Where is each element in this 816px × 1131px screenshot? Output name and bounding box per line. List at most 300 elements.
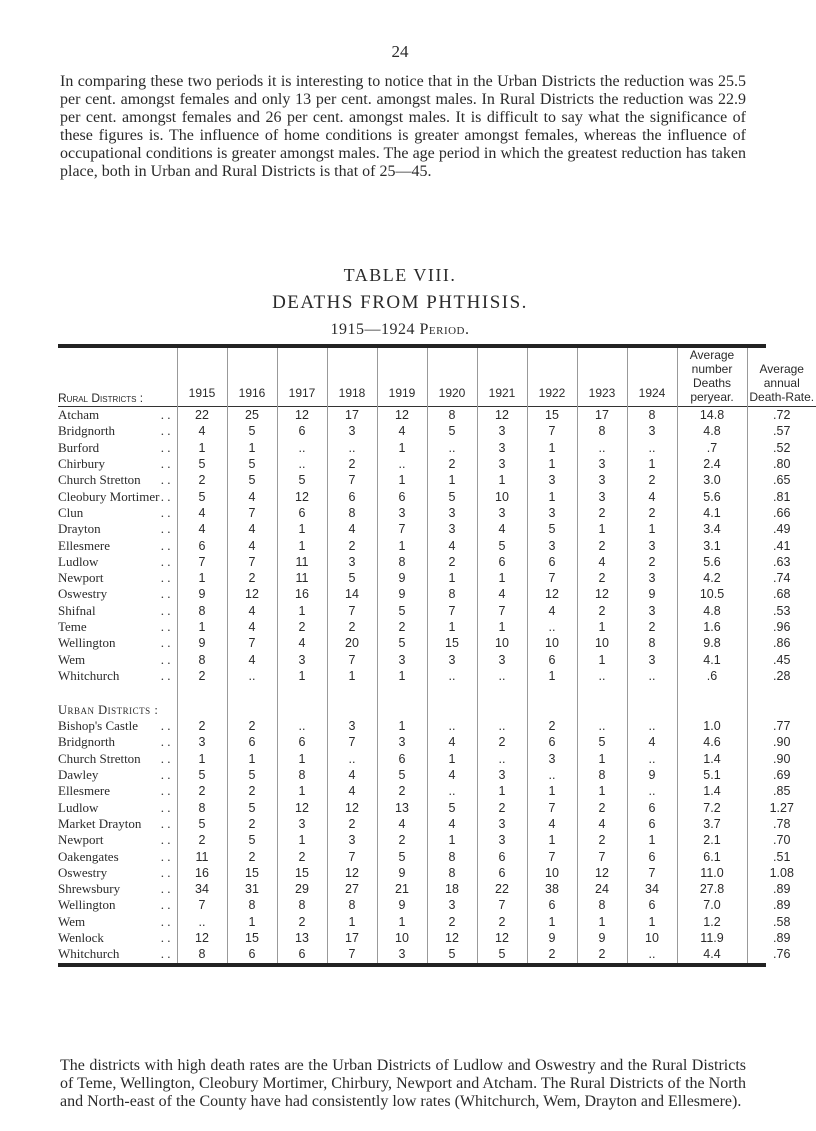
data-cell: 2 (177, 472, 227, 488)
data-cell: .80 (747, 456, 816, 472)
data-cell: 4 (227, 488, 277, 504)
data-cell: .. (577, 668, 627, 684)
data-cell: 27.8 (677, 881, 747, 897)
district-name-cell (58, 865, 177, 881)
empty-cell (377, 684, 427, 698)
table-row (58, 570, 816, 586)
year-header: 1918 (327, 348, 377, 407)
data-cell: 2 (227, 848, 277, 864)
empty-cell (477, 698, 527, 718)
data-cell: 7 (227, 554, 277, 570)
data-cell: 1 (427, 832, 477, 848)
data-cell: .52 (747, 440, 816, 456)
data-cell: .. (627, 668, 677, 684)
leader-dots: . . (160, 799, 171, 815)
district-name: Chirbury (58, 456, 108, 471)
period-years: 1915—1924 (330, 321, 415, 338)
data-cell: 4.2 (677, 570, 747, 586)
data-cell: 7 (327, 603, 377, 619)
data-cell: 1 (527, 832, 577, 848)
data-cell: 8 (327, 505, 377, 521)
data-cell: 7 (527, 570, 577, 586)
data-cell: 1 (377, 914, 427, 930)
data-cell: 10.5 (677, 586, 747, 602)
data-cell: 5.1 (677, 767, 747, 783)
table-row (58, 554, 816, 570)
data-cell: .. (327, 440, 377, 456)
data-cell: 3 (427, 521, 477, 537)
data-cell: 1 (477, 570, 527, 586)
deaths-table (58, 348, 816, 963)
district-name: Bishop's Castle (58, 718, 141, 733)
district-name-cell (58, 603, 177, 619)
data-cell: 3 (477, 767, 527, 783)
data-cell: .65 (747, 472, 816, 488)
table-row (58, 586, 816, 602)
data-cell: 8 (177, 800, 227, 816)
year-header: 1923 (577, 348, 627, 407)
empty-cell (277, 684, 327, 698)
leader-dots: . . (160, 456, 171, 472)
data-cell: 12 (427, 930, 477, 946)
data-cell: 11 (277, 554, 327, 570)
data-cell: 14 (327, 586, 377, 602)
data-cell: .89 (747, 930, 816, 946)
data-cell: 8 (427, 865, 477, 881)
empty-cell (477, 684, 527, 698)
data-cell: 1 (577, 751, 627, 767)
data-cell: 4.8 (677, 423, 747, 439)
data-cell: 7 (327, 946, 377, 962)
year-header: 1919 (377, 348, 427, 407)
data-cell: 3 (477, 440, 527, 456)
data-cell: 7 (377, 521, 427, 537)
data-cell: 6 (277, 423, 327, 439)
data-cell: 2 (227, 570, 277, 586)
district-name-cell (58, 718, 177, 734)
data-cell: 4.8 (677, 603, 747, 619)
data-cell: .68 (747, 586, 816, 602)
data-cell: 5 (477, 946, 527, 962)
district-name: Oswestry (58, 586, 110, 601)
data-cell: 1 (277, 521, 327, 537)
data-cell: 11.0 (677, 865, 747, 881)
year-header: 1920 (427, 348, 477, 407)
data-cell: 1.4 (677, 783, 747, 799)
district-name-cell (58, 619, 177, 635)
data-cell: 3 (327, 832, 377, 848)
data-cell: 20 (327, 635, 377, 651)
data-cell: 25 (227, 407, 277, 424)
data-cell: 6 (477, 848, 527, 864)
data-cell: 3.7 (677, 816, 747, 832)
data-cell: .81 (747, 488, 816, 504)
urban-rows (58, 718, 816, 962)
district-name: Clun (58, 505, 86, 520)
data-cell: 3 (577, 472, 627, 488)
table-row (58, 783, 816, 799)
data-cell: 1 (477, 783, 527, 799)
leader-dots: . . (160, 439, 171, 455)
data-cell: 1.6 (677, 619, 747, 635)
data-cell: 2 (577, 946, 627, 962)
table-row (58, 767, 816, 783)
period-word: Period. (419, 321, 470, 338)
data-cell: .51 (747, 848, 816, 864)
data-cell: 3 (427, 505, 477, 521)
table-row (58, 816, 816, 832)
data-cell: 3 (477, 651, 527, 667)
data-cell: 12 (527, 586, 577, 602)
data-cell: 14.8 (677, 407, 747, 424)
data-cell: 5 (227, 423, 277, 439)
table-row (58, 651, 816, 667)
data-cell: .. (627, 783, 677, 799)
empty-cell (177, 698, 227, 718)
data-cell: .41 (747, 537, 816, 553)
district-name-cell (58, 783, 177, 799)
data-cell: 1.0 (677, 718, 747, 734)
table-row (58, 832, 816, 848)
data-cell: .. (327, 751, 377, 767)
table-row (58, 407, 816, 424)
data-cell: 1 (177, 440, 227, 456)
district-name: Ludlow (58, 800, 101, 815)
district-name: Oswestry (58, 865, 110, 880)
data-cell: .90 (747, 734, 816, 750)
leader-dots: . . (160, 881, 171, 897)
data-cell: 6 (527, 651, 577, 667)
data-cell: 5 (427, 488, 477, 504)
data-cell: .. (277, 440, 327, 456)
leader-dots: . . (160, 521, 171, 537)
data-cell: 7 (227, 635, 277, 651)
year-header: 1915 (177, 348, 227, 407)
data-cell: 9 (577, 930, 627, 946)
data-cell: 1 (577, 651, 627, 667)
data-cell: 5 (177, 456, 227, 472)
data-cell: 4 (177, 505, 227, 521)
data-cell: 7 (477, 897, 527, 913)
data-cell: 3 (627, 570, 677, 586)
data-cell: .69 (747, 767, 816, 783)
data-cell: 4 (377, 816, 427, 832)
data-cell: .. (577, 718, 627, 734)
data-cell: 4 (327, 521, 377, 537)
data-cell: 8 (427, 586, 477, 602)
data-cell: 4 (477, 521, 527, 537)
data-cell: 8 (177, 946, 227, 962)
data-cell: 17 (327, 407, 377, 424)
data-cell: 8 (277, 767, 327, 783)
data-cell: 7 (527, 800, 577, 816)
data-cell: 1 (577, 521, 627, 537)
data-cell: 10 (627, 930, 677, 946)
data-cell: 4 (577, 554, 627, 570)
data-cell: .. (227, 668, 277, 684)
leader-dots: . . (160, 848, 171, 864)
data-cell: 1.08 (747, 865, 816, 881)
data-cell: 1 (477, 472, 527, 488)
empty-cell (427, 684, 477, 698)
leader-dots: . . (160, 750, 171, 766)
data-cell: 3 (477, 816, 527, 832)
urban-section (58, 684, 816, 718)
data-cell: 12 (177, 930, 227, 946)
data-cell: 1 (527, 668, 577, 684)
district-name: Wem (58, 652, 88, 667)
leader-dots: . . (160, 897, 171, 913)
leader-dots: . . (160, 651, 171, 667)
data-cell: 12 (327, 800, 377, 816)
district-name: Cleobury Mortimer (58, 489, 162, 504)
district-name: Atcham (58, 407, 102, 422)
data-cell: 2 (227, 783, 277, 799)
data-cell: 6 (527, 554, 577, 570)
table-row (58, 914, 816, 930)
data-cell: 34 (627, 881, 677, 897)
data-cell: 1 (427, 619, 477, 635)
data-cell: 7.2 (677, 800, 747, 816)
data-cell: 1 (277, 751, 327, 767)
data-cell: 4 (227, 603, 277, 619)
data-cell: 3 (477, 505, 527, 521)
data-cell: 2 (327, 816, 377, 832)
table-row (58, 718, 816, 734)
data-cell: 4 (377, 423, 427, 439)
table-period (0, 321, 800, 339)
data-cell: 1 (277, 668, 327, 684)
data-cell: 5 (277, 472, 327, 488)
data-cell: 10 (477, 635, 527, 651)
data-cell: 7 (527, 423, 577, 439)
data-cell: 5 (377, 603, 427, 619)
district-name: Wenlock (58, 930, 107, 945)
data-cell: 2 (427, 554, 477, 570)
district-name-cell (58, 586, 177, 602)
data-cell: 11 (177, 848, 227, 864)
district-name: Dawley (58, 767, 101, 782)
data-cell: 3 (427, 651, 477, 667)
data-cell: 3 (377, 505, 427, 521)
table-row (58, 946, 816, 962)
empty-cell (327, 684, 377, 698)
data-cell: 5 (427, 800, 477, 816)
district-name-cell (58, 440, 177, 456)
data-cell: 12 (227, 586, 277, 602)
spacer-row (58, 684, 816, 698)
data-cell: 6 (627, 800, 677, 816)
data-cell: .57 (747, 423, 816, 439)
data-cell: .58 (747, 914, 816, 930)
empty-cell (677, 684, 747, 698)
data-cell: 11 (277, 570, 327, 586)
data-cell: 6 (377, 751, 427, 767)
data-cell: 2 (577, 505, 627, 521)
table-row (58, 734, 816, 750)
data-cell: 12 (577, 865, 627, 881)
leader-dots: . . (160, 734, 171, 750)
data-cell: 8 (427, 407, 477, 424)
data-cell: 18 (427, 881, 477, 897)
data-cell: 2 (177, 718, 227, 734)
data-cell: .. (627, 718, 677, 734)
leader-dots: . . (160, 472, 171, 488)
data-cell: 4 (527, 816, 577, 832)
data-cell: 1 (477, 619, 527, 635)
data-cell: 4 (327, 783, 377, 799)
data-cell: .96 (747, 619, 816, 635)
data-cell: 4 (227, 537, 277, 553)
data-cell: 5 (577, 734, 627, 750)
data-cell: 7 (427, 603, 477, 619)
data-cell: 1 (627, 456, 677, 472)
data-cell: 3 (277, 816, 327, 832)
data-cell: 6 (327, 488, 377, 504)
table-row (58, 635, 816, 651)
data-cell: 10 (377, 930, 427, 946)
data-cell: 5 (177, 816, 227, 832)
data-cell: 5 (427, 423, 477, 439)
data-cell: 2 (577, 603, 627, 619)
data-cell: 22 (477, 881, 527, 897)
data-cell: 34 (177, 881, 227, 897)
data-cell: 4 (427, 767, 477, 783)
data-cell: 1 (327, 914, 377, 930)
district-name: Bridgnorth (58, 734, 118, 749)
empty-cell (177, 684, 227, 698)
empty-cell (627, 684, 677, 698)
data-cell: 2 (427, 456, 477, 472)
data-cell: 4 (177, 423, 227, 439)
data-cell: 2 (427, 914, 477, 930)
data-cell: .66 (747, 505, 816, 521)
data-cell: 8 (577, 767, 627, 783)
data-cell: 2 (627, 505, 677, 521)
data-cell: 7 (327, 651, 377, 667)
data-cell: 13 (277, 930, 327, 946)
data-cell: .. (427, 718, 477, 734)
data-cell: 17 (327, 930, 377, 946)
data-cell: 7 (327, 734, 377, 750)
district-name: Shrewsbury (58, 881, 123, 896)
data-cell: 2 (527, 718, 577, 734)
data-cell: 1 (527, 488, 577, 504)
leader-dots: . . (160, 815, 171, 831)
data-cell: 6 (527, 897, 577, 913)
data-cell: 29 (277, 881, 327, 897)
data-cell: 3 (627, 651, 677, 667)
table-row (58, 848, 816, 864)
data-cell: 1 (377, 718, 427, 734)
data-cell: 1 (627, 521, 677, 537)
data-cell: 6 (477, 865, 527, 881)
table-row (58, 619, 816, 635)
data-cell: 4 (227, 619, 277, 635)
data-cell: 1.27 (747, 800, 816, 816)
district-name-cell (58, 832, 177, 848)
data-cell: 1 (227, 751, 277, 767)
year-header: 1916 (227, 348, 277, 407)
data-cell: 2 (377, 783, 427, 799)
data-cell: .74 (747, 570, 816, 586)
data-cell: 8 (627, 407, 677, 424)
data-cell: 3 (427, 897, 477, 913)
data-cell: 10 (527, 865, 577, 881)
data-cell: 9 (177, 635, 227, 651)
avg-number-header: Average number Deaths peryear. (677, 348, 747, 407)
data-cell: 3 (377, 651, 427, 667)
data-cell: 4.4 (677, 946, 747, 962)
data-cell: 15 (427, 635, 477, 651)
data-cell: 9 (527, 930, 577, 946)
data-cell: 11.9 (677, 930, 747, 946)
data-cell: 6 (627, 848, 677, 864)
data-cell: 5 (377, 767, 427, 783)
data-cell: 8 (377, 554, 427, 570)
data-cell: 9 (377, 897, 427, 913)
data-cell: 3 (477, 456, 527, 472)
data-cell: 6 (277, 505, 327, 521)
data-cell: 1 (377, 440, 427, 456)
empty-cell (527, 684, 577, 698)
data-cell: 5.6 (677, 554, 747, 570)
data-cell: 2 (277, 914, 327, 930)
data-cell: 2 (577, 832, 627, 848)
closing-paragraph: The districts with high death rates are the Urban Districts of Ludlow and Oswestry and the Rural Districts of Teme, Wellington, Cleobury Mortimer, Chirbury, Newport and Atcham. The Rural Districts of the North and North-east of the County have had consistently low rates (Whitchurch, Wem, Drayton and Ellesmere). (60, 1057, 746, 1110)
data-cell: 2 (377, 832, 427, 848)
data-cell: 5 (227, 832, 277, 848)
data-cell: 8 (227, 897, 277, 913)
empty-cell (747, 698, 816, 718)
data-cell: 3 (477, 423, 527, 439)
district-name-cell (58, 881, 177, 897)
data-cell: .. (627, 751, 677, 767)
data-cell: 1 (227, 914, 277, 930)
leader-dots: . . (160, 553, 171, 569)
district-name: Ellesmere (58, 538, 113, 553)
district-name-cell (58, 554, 177, 570)
data-cell: 2 (527, 946, 577, 962)
district-name: Wem (58, 914, 88, 929)
table-title: DEATHS FROM PHTHISIS. (272, 292, 528, 313)
data-cell: 2 (627, 472, 677, 488)
data-cell: .. (427, 668, 477, 684)
data-cell: .. (627, 440, 677, 456)
data-cell: 1 (327, 668, 377, 684)
data-cell: 2 (477, 800, 527, 816)
district-name-cell (58, 651, 177, 667)
data-cell: 8 (627, 635, 677, 651)
data-cell: 5 (377, 848, 427, 864)
data-cell: 22 (177, 407, 227, 424)
data-cell: 1 (577, 783, 627, 799)
data-cell: 2 (627, 554, 677, 570)
data-cell: 5 (427, 946, 477, 962)
table-label: TABLE VIII. (343, 265, 457, 285)
data-cell: 4 (427, 734, 477, 750)
district-name-cell (58, 488, 177, 504)
empty-cell (277, 698, 327, 718)
table-row (58, 800, 816, 816)
data-cell: 3 (527, 472, 577, 488)
data-cell: 2 (177, 783, 227, 799)
district-name: Ludlow (58, 554, 101, 569)
data-cell: 7 (177, 554, 227, 570)
district-name: Bridgnorth (58, 423, 118, 438)
table-row (58, 505, 816, 521)
data-cell: 21 (377, 881, 427, 897)
